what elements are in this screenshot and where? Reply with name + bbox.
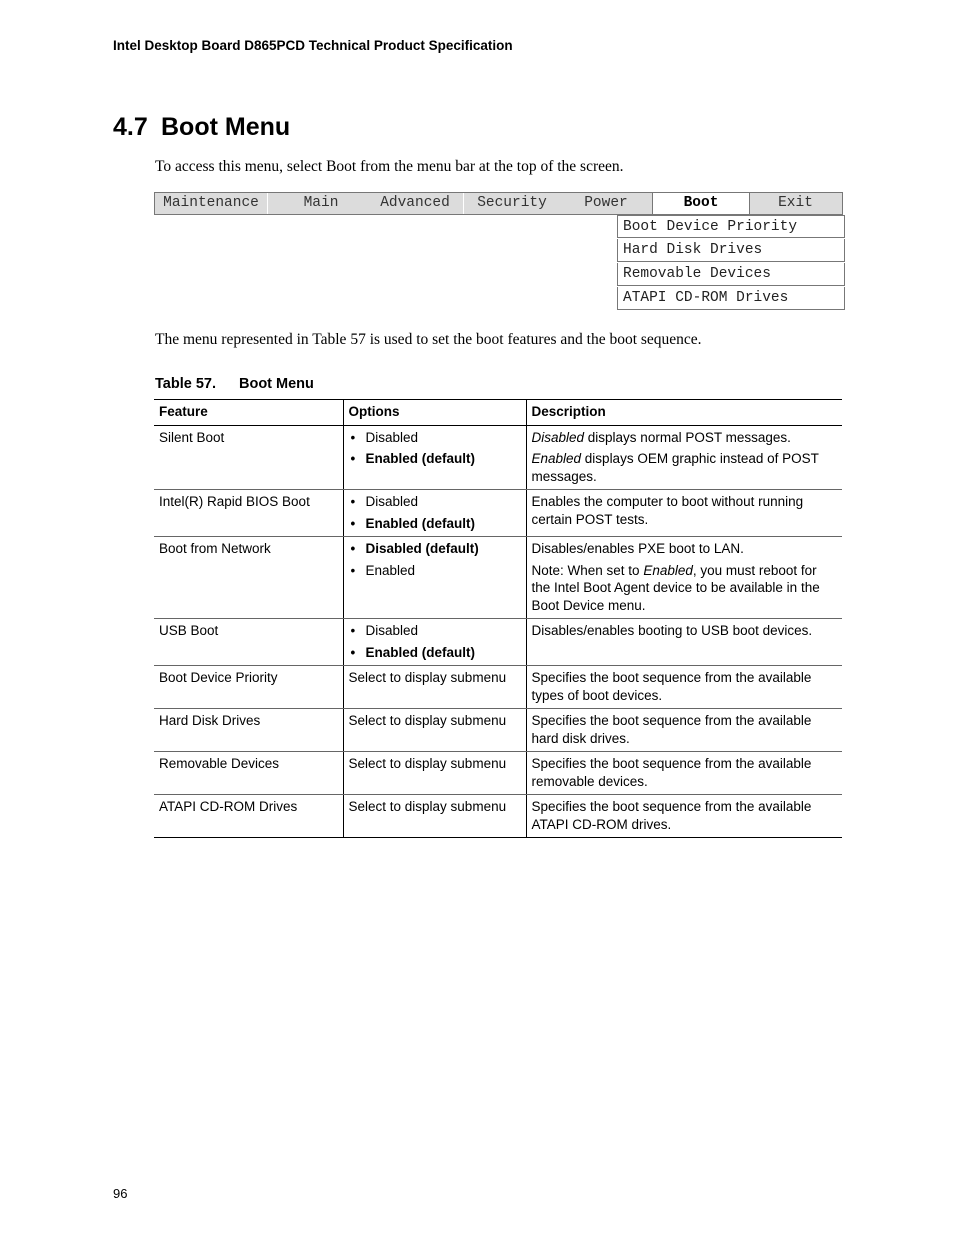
table-caption-label: Table 57. bbox=[155, 376, 216, 392]
section-title bbox=[113, 113, 290, 142]
description-line: Disables/enables PXE boot to LAN. bbox=[531, 541, 744, 556]
description-text: displays OEM graphic instead of POST messages. bbox=[531, 451, 819, 484]
options-cell: Select to display submenu bbox=[343, 709, 526, 752]
options-cell: Select to display submenu bbox=[343, 795, 526, 838]
description-cell bbox=[526, 537, 842, 619]
feature-cell: Boot from Network bbox=[154, 537, 343, 619]
menu-item-power[interactable]: Power bbox=[584, 195, 628, 211]
table-row bbox=[154, 752, 842, 795]
option-item: • Disabled bbox=[349, 429, 521, 447]
option-item-default: • Enabled (default) bbox=[349, 450, 521, 468]
options-cell: Select to display submenu bbox=[343, 666, 526, 709]
description-text: Note: When set to bbox=[531, 562, 644, 578]
feature-cell: Hard Disk Drives bbox=[154, 709, 343, 752]
table-caption-title: Boot Menu bbox=[239, 376, 314, 392]
feature-cell: Removable Devices bbox=[154, 752, 343, 795]
submenu-item-hard-disk-drives[interactable]: Hard Disk Drives bbox=[617, 239, 845, 262]
options-cell bbox=[343, 537, 526, 619]
options-cell bbox=[343, 425, 526, 490]
option-item: • Disabled bbox=[349, 493, 521, 511]
description-line bbox=[532, 429, 838, 447]
boot-submenu bbox=[617, 215, 845, 311]
menu-item-advanced[interactable]: Advanced bbox=[380, 195, 450, 211]
description-text: , you must reboot for the Intel Boot Agent device to be available in the Boot Device menu. bbox=[531, 562, 820, 613]
description-cell bbox=[526, 425, 842, 490]
intro-paragraph: To access this menu, select Boot from the menu bar at the top of the screen. bbox=[155, 158, 624, 175]
description-line bbox=[532, 450, 838, 485]
section-name: Boot Menu bbox=[161, 113, 291, 141]
bios-menu-bar bbox=[154, 192, 843, 215]
table-row bbox=[154, 666, 842, 709]
description-emphasis: Enabled bbox=[643, 562, 693, 578]
description-emphasis: Disabled bbox=[531, 429, 585, 445]
page-number: 96 bbox=[113, 1186, 128, 1201]
description-text: displays normal POST messages. bbox=[584, 429, 791, 445]
table-row bbox=[154, 795, 842, 838]
table-caption bbox=[155, 376, 314, 392]
feature-cell: USB Boot bbox=[154, 619, 343, 666]
header-feature: Feature bbox=[154, 400, 343, 426]
option-item-default: • Disabled (default) bbox=[349, 540, 521, 558]
option-item-default: • Enabled (default) bbox=[349, 644, 521, 662]
description-emphasis: Enabled bbox=[531, 451, 582, 466]
menu-item-main[interactable]: Main bbox=[303, 195, 339, 211]
options-cell bbox=[343, 490, 526, 537]
table-header-row bbox=[154, 400, 842, 426]
option-item: • Disabled bbox=[349, 622, 521, 640]
menu-item-maintenance[interactable]: Maintenance bbox=[163, 195, 259, 211]
options-cell: Select to display submenu bbox=[343, 752, 526, 795]
section-number: 4.7 bbox=[113, 113, 148, 141]
submenu-item-removable-devices[interactable]: Removable Devices bbox=[617, 263, 845, 286]
description-line bbox=[532, 562, 838, 615]
menu-item-boot[interactable]: Boot bbox=[652, 193, 750, 214]
description-cell: Specifies the boot sequence from the available ATAPI CD-ROM drives. bbox=[526, 795, 842, 838]
table-row bbox=[154, 537, 842, 619]
boot-menu-table bbox=[154, 399, 842, 838]
description-cell: Enables the computer to boot without running certain POST tests. bbox=[526, 490, 842, 537]
document-header: Intel Desktop Board D865PCD Technical Product Specification bbox=[113, 38, 513, 53]
description-cell: Specifies the boot sequence from the available types of boot devices. bbox=[526, 666, 842, 709]
table-intro-paragraph: The menu represented in Table 57 is used to set the boot features and the boot sequence. bbox=[155, 331, 702, 348]
menu-item-exit[interactable]: Exit bbox=[778, 195, 813, 211]
submenu-item-boot-device-priority[interactable]: Boot Device Priority bbox=[617, 215, 845, 238]
table-row bbox=[154, 709, 842, 752]
header-description: Description bbox=[526, 400, 842, 426]
options-cell bbox=[343, 619, 526, 666]
submenu-item-atapi-cdrom-drives[interactable]: ATAPI CD-ROM Drives bbox=[617, 287, 845, 310]
table-row bbox=[154, 619, 842, 666]
header-options: Options bbox=[343, 400, 526, 426]
feature-cell: ATAPI CD-ROM Drives bbox=[154, 795, 343, 838]
menu-item-security[interactable]: Security bbox=[477, 195, 547, 211]
option-item-default: • Enabled (default) bbox=[349, 515, 521, 533]
description-cell: Disables/enables booting to USB boot devices. bbox=[526, 619, 842, 666]
table-row bbox=[154, 425, 842, 490]
feature-cell: Silent Boot bbox=[154, 425, 343, 490]
feature-cell: Boot Device Priority bbox=[154, 666, 343, 709]
description-cell: Specifies the boot sequence from the available removable devices. bbox=[526, 752, 842, 795]
description-cell: Specifies the boot sequence from the available hard disk drives. bbox=[526, 709, 842, 752]
feature-cell: Intel(R) Rapid BIOS Boot bbox=[154, 490, 343, 537]
table-row bbox=[154, 490, 842, 537]
option-item: • Enabled bbox=[349, 562, 521, 580]
